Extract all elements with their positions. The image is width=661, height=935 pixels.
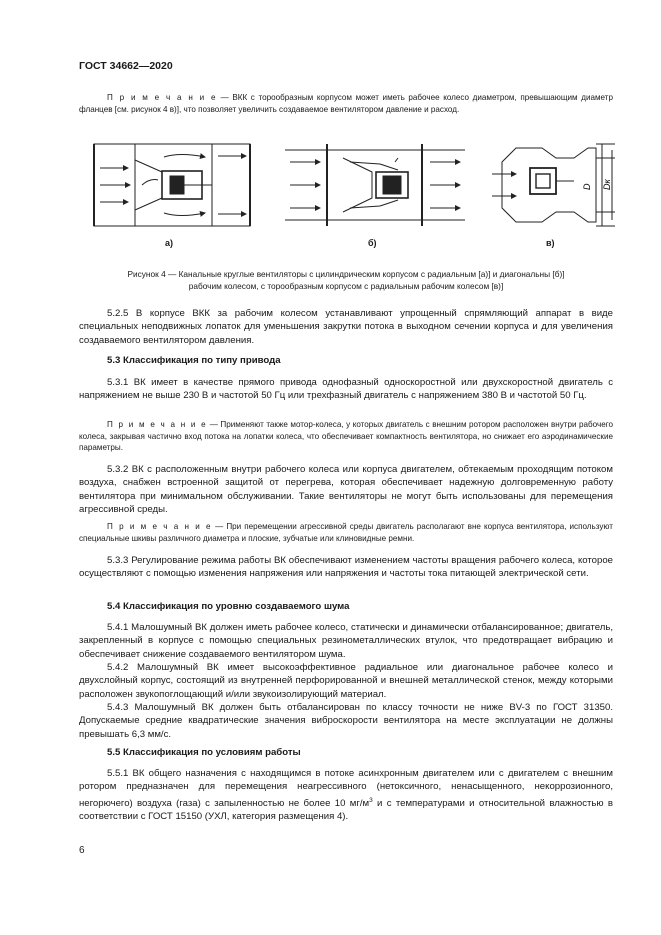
figure-label-a: а)	[165, 238, 174, 248]
page-number: 6	[79, 845, 85, 856]
figure-caption	[79, 268, 613, 292]
figure-4-drawings	[80, 140, 620, 252]
note-text: — При перемещении агрессивной среды двигатель располагают вне корпуса вентилятора, используют специальные шкивы различного диаметра и плоские, зубчатые или клиновидные ремни.	[79, 522, 613, 543]
paragraph-5-4-3: 5.4.3 Малошумный ВК должен быть отбалансирован по классу точности не ниже BV-3 по ГОСТ 31350. Допускаемые средние квадратические значения виброскорости вентилятора на месте эксплуатации не должны превышать 6,3 мм/с.	[79, 702, 613, 740]
drawing-a-cylindrical-radial	[94, 144, 250, 226]
drawing-c-toroidal-radial	[492, 144, 615, 226]
figure-label-c: в)	[546, 238, 555, 248]
heading-5-5: 5.5 Классификация по условиям работы	[107, 747, 301, 758]
caption-line-1: Рисунок 4 — Канальные круглые вентиляторы с цилиндрическим корпусом с радиальным [а)] и диагональны [б)]	[127, 269, 565, 279]
note-text: — Применяют также мотор-колеса, у которых двигатель с внешним ротором расположен внутри рабочего колеса, закрывая частично вход потока на лопатки колеса, что обеспечивает компактность вентилятора, но снижает его аэродинамические параметры.	[79, 420, 614, 453]
note-motor-wheels	[79, 419, 613, 454]
paragraph-5-3-2: 5.3.2 ВК с расположенным внутри рабочего колеса или корпуса двигателем, обтекаемым проходящим потоком воздуха, снабжен встроенной защитой от перегрева, которая обеспечивает надежную долговременную работу вентилятора при минимальном обслуживании. Такие вентиляторы не могут быть использованы для перемещения агрессивной среды.	[79, 464, 613, 515]
paragraph-5-2-5: 5.2.5 В корпусе ВКК за рабочим колесом устанавливают упрощенный спрямляющий аппарат в виде специальных неподвижных лопаток для уменьшения закрутки потока в выходном сечении корпуса и для увеличения создаваемого вентилятором давления.	[79, 308, 613, 346]
paragraph-5-3-3: 5.3.3 Регулирование режима работы ВК обеспечивают изменением частоты вращения рабочего колеса, которое осуществляют с помощью изменения напряжения или напряжения и частоты тока питающей электрической сети.	[79, 555, 613, 580]
superscript-3: 3	[369, 796, 373, 804]
paragraph-5-5-1-part-a: 5.5.1 ВК общего назначения с находящимся в потоке асинхронным двигателем или с двигателем с внешним ротором предназначен для перемещения неагрессивного (нетоксичного, ненасыщенного, некоррозионного, негорючего) воздуха (газа) с запыленностью не более 10 мг/м	[79, 768, 613, 809]
caption-line-2: рабочим колесом, с торообразным корпусом с радиальным рабочим колесом [в)]	[188, 281, 504, 291]
paragraph-5-3-1: 5.3.1 ВК имеет в качестве прямого привода однофазный односкоростной или двухскоростной двигатель с напряжением не выше 230 В и частотой 50 Гц или трехфазный двигатель с напряжением 380 В и частотой 50 Гц.	[79, 377, 613, 402]
dim-label-dk: Dк	[602, 179, 612, 190]
note-label: П р и м е ч а н и е	[107, 93, 218, 102]
document-header: ГОСТ 34662—2020	[79, 60, 173, 72]
paragraph-5-5-1	[79, 767, 613, 823]
heading-5-4: 5.4 Классификация по уровню создаваемого шума	[107, 601, 350, 612]
note-label: П р и м е ч а н и е	[107, 420, 208, 429]
drawing-b-cylindrical-diagonal	[285, 144, 465, 226]
note-aggressive-media	[79, 521, 613, 544]
paragraph-5-4-1: 5.4.1 Малошумный ВК должен иметь рабочее колесо, статически и динамически отбалансированное; двигатель, закрепленный в корпусе с помощью специальных резинометаллических втулок, что предотвращает вибрацию и обеспечивает снижение создаваемого вентилятором шума.	[79, 622, 613, 660]
note-text: — ВКК с торообразным корпусом может иметь рабочее колесо диаметром, превышающим диаметр фланцев [см. рисунок 4 в)], что позволяет увеличить создаваемое вентилятором давление и расход.	[79, 93, 613, 114]
dim-label-d: D	[582, 183, 592, 190]
note-label: П р и м е ч а н и е	[107, 522, 213, 531]
paragraph-5-5-1-part-b: и с температурами и относительной влажностью в соответствии с ГОСТ 15150 (УХЛ, категория размещения 4).	[79, 797, 613, 823]
paragraph-5-4-2: 5.4.2 Малошумный ВК имеет высокоэффективное радиальное или диагональное рабочее колесо и двухслойный корпус, состоящий из внутренней перфорированной и внешней металлической стенок, между которыми расположен звукопоглощающий и/или звукоизолирующий материал.	[79, 662, 613, 700]
figure-label-b: б)	[368, 238, 377, 248]
note-figure	[79, 92, 613, 115]
heading-5-3: 5.3 Классификация по типу привода	[107, 355, 281, 366]
